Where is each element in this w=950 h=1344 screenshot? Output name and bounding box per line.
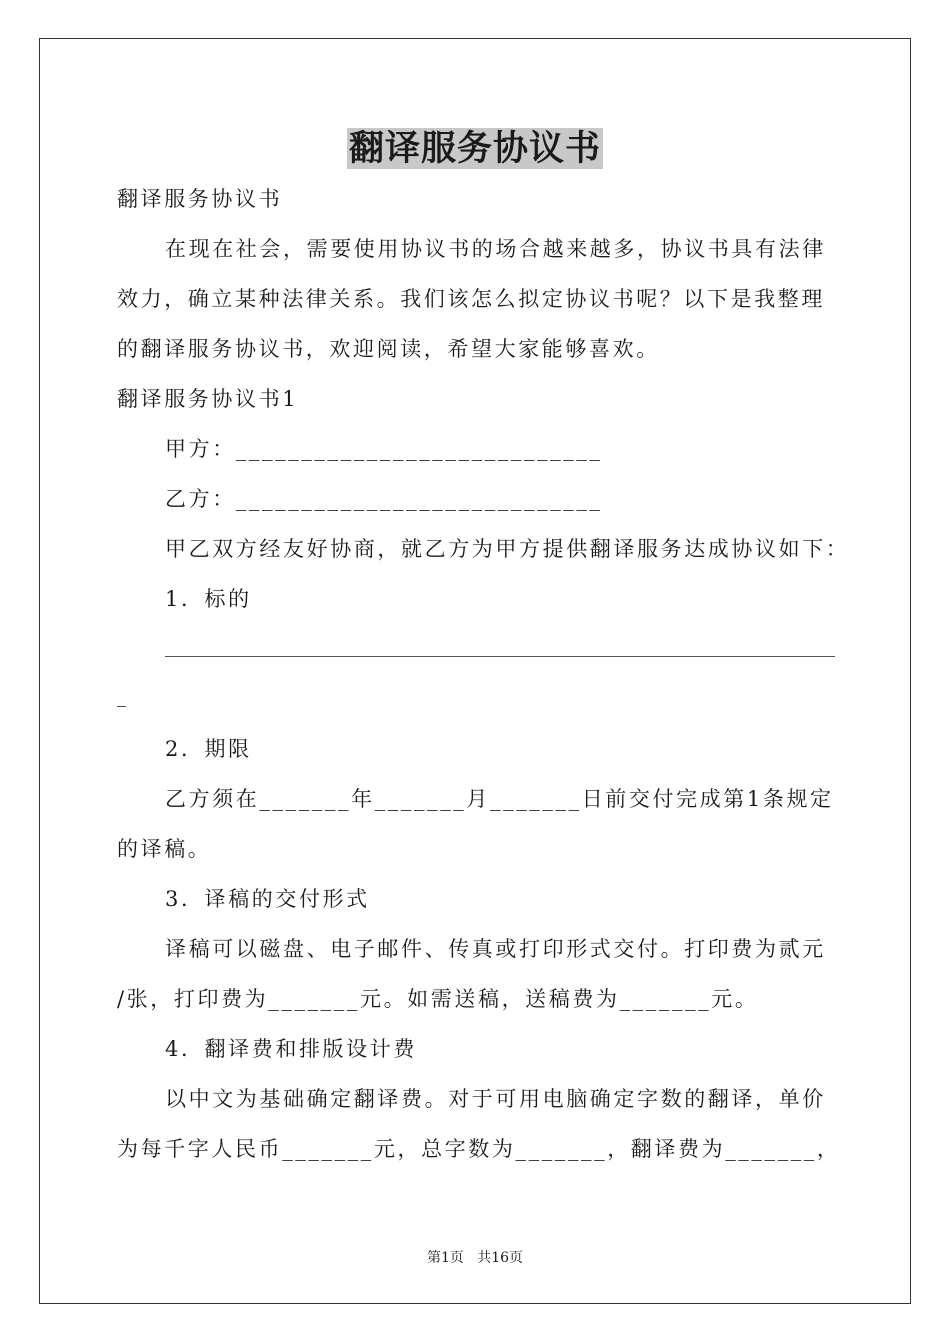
subject-blank-line [165,656,835,657]
party-a-line: 甲方：____________________________ [165,437,603,461]
delivery-line-1: 译稿可以磁盘、电子邮件、传真或打印形式交付。打印费为贰元 [165,937,826,961]
deadline-line-2: 的译稿。 [117,837,212,861]
clause-3-heading: 3．译稿的交付形式 [165,887,370,911]
delivery-line-2: /张，打印费为_______元。如需送稿，送稿费为_______元。 [117,987,759,1011]
document-title [0,126,950,172]
intro-line-2: 效力，确立某种法律关系。我们该怎么拟定协议书呢？以下是我整理 [117,287,825,311]
document-title-text: 翻译服务协议书 [348,128,601,169]
party-b-line: 乙方：____________________________ [165,487,603,511]
fee-line-1: 以中文为基础确定翻译费。对于可用电脑确定字数的翻译，单价 [165,1087,826,1111]
intro-line-1: 在现在社会，需要使用协议书的场合越来越多，协议书具有法律 [165,237,826,261]
agreement-intro-line: 甲乙双方经友好协商，就乙方为甲方提供翻译服务达成协议如下： [165,537,850,561]
subject-blank-line-continuation [117,706,126,707]
subtitle-line: 翻译服务协议书 [117,187,283,211]
intro-line-3: 的翻译服务协议书，欢迎阅读，希望大家能够喜欢。 [117,337,660,361]
page-border [39,38,911,1304]
section-heading: 翻译服务协议书1 [117,387,299,411]
clause-1-heading: 1．标的 [165,587,252,611]
page-number-footer: 第1页 共16页 [426,1250,524,1266]
deadline-line-1: 乙方须在_______年_______月_______日前交付完成第1条规定 [165,787,834,811]
clause-4-heading: 4．翻译费和排版设计费 [165,1037,417,1061]
fee-line-2: 为每千字人民币_______元，总字数为_______，翻译费为_______， [117,1137,841,1161]
clause-2-heading: 2．期限 [165,737,252,761]
